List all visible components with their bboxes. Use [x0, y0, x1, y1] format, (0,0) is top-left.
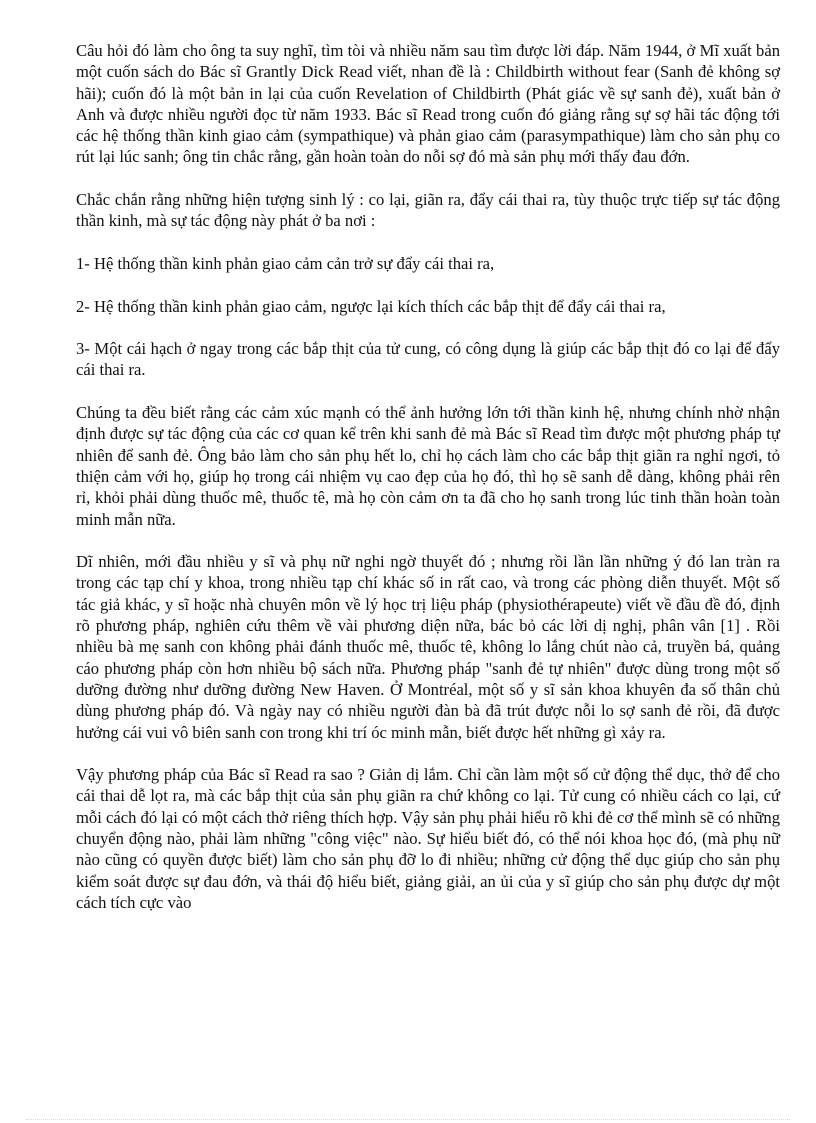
paragraph-spread-of-method: Dĩ nhiên, mới đầu nhiều y sĩ và phụ nữ nghi ngờ thuyết đó ; nhưng rồi lần lần những ý đó lan tràn ra trong các tạp chí y khoa, trong nhiều tạp chí khác số in rất cao, và trong các phòng diễn thuyết. Một số tác giả khác, y sĩ hoặc nhà chuyên môn về lý học trị liệu pháp (physiothérapeute) viết về đầu đề đó, định rõ phương pháp, nghiên cứu thêm về vài phương diện nữa, bác bỏ các lời dị nghị, phân vân [1] . Rồi nhiều bà mẹ sanh con không phải đánh thuốc mê, thuốc tê, không lo lắng chút nào cả, truyền bá, quảng cáo phương pháp còn hơn nhiều bộ sách nữa. Phương pháp "sanh đẻ tự nhiên" được dùng trong một số dưỡng đường như dưỡng đường New Haven. Ở Montréal, một số y sĩ sản khoa khuyên đa số thân chủ dùng phương pháp đó. Và ngày nay có nhiều người đàn bà đã trút được nỗi lo sợ sanh đẻ rồi, đã được hưởng cái vui vô biên sanh con trong khi trí óc minh mẫn, biết được hết những gì xảy ra. — [76, 552, 780, 742]
paragraph-method-description: Vậy phương pháp của Bác sĩ Read ra sao ? Giản dị lắm. Chỉ cần làm một số cử động thể dục, thở để cho cái thai dễ lọt ra, mà các bắp thịt của sản phụ giãn ra chứ không co lại. Tử cung có nhiều cách co lại, cứ mỗi cách đó lại có một cách thở riêng thích hợp. Vậy sản phụ phải hiểu rõ khi đẻ cơ thể mình sẽ có những chuyển động nào, phải làm những "công việc" nào. Sự hiểu biết đó, có thể nói khoa học đó, (mà phụ nữ nào cũng có quyền được biết) làm cho sản phụ đỡ lo đi nhiều; những cử động thể dục giúp cho sản phụ kiểm soát được sự đau đớn, và thái độ hiểu biết, giảng giải, an ủi của y sĩ giúp cho sản phụ được dự một cách tích cực vào — [76, 765, 780, 912]
list-item-2: 2- Hệ thống thần kinh phản giao cảm, ngược lại kích thích các bắp thịt để đẩy cái thai ra, — [76, 296, 666, 316]
paragraph-nervous-action: Chắc chắn rằng những hiện tượng sinh lý : co lại, giãn ra, đẩy cái thai ra, tùy thuộc trực tiếp sự tác động thần kinh, mà sự tác động này phát ở ba nơi : — [76, 190, 780, 231]
page-bottom-divider — [26, 1119, 790, 1120]
document-body — [76, 40, 780, 913]
paragraph-natural-method: Chúng ta đều biết rằng các cảm xúc mạnh có thể ảnh hưởng lớn tới thần kinh hệ, nhưng chính nhờ nhận định được sự tác động của các cơ quan kể trên khi sanh đẻ mà Bác sĩ Read tìm được một phương pháp tự nhiên để sanh đẻ. Ông bảo làm cho sản phụ hết lo, chỉ họ cách làm cho các bắp thịt giãn ra nghỉ ngơi, tỏ thiện cảm với họ, giúp họ trong cái nhiệm vụ cao đẹp của họ đó, thì họ sẽ sanh dễ dàng, không phải rên rỉ, khỏi phải dùng thuốc mê, thuốc tê, mà họ còn cảm ơn ta đã cho họ sanh trong lúc tinh thần hoàn toàn minh mẫn nữa. — [76, 403, 780, 529]
list-item-1: 1- Hệ thống thần kinh phản giao cảm cản trở sự đẩy cái thai ra, — [76, 253, 495, 273]
paragraph-read-background: Câu hỏi đó làm cho ông ta suy nghĩ, tìm tòi và nhiều năm sau tìm được lời đáp. Năm 1944, ở Mĩ xuất bản một cuốn sách do Bác sĩ Grantly Dick Read viết, nhan đề là : Childbirth without fear (Sanh đẻ không sợ hãi); cuốn đó là một bản in lại của cuốn Revelation of Childbirth (Phát giác về sự sanh đẻ), xuất bản ở Anh và được nhiều người đọc từ năm 1933. Bác sĩ Read trong cuốn đó giảng rằng sự sợ hãi tác động tới các hệ thống thần kinh giao cảm (sympathique) và phản giao cảm (parasympathique) làm cho sản phụ co rút lại lúc sanh; ông tin chắc rằng, gần hoàn toàn do nỗi sợ đó mà sản phụ mới thấy đau đớn. — [76, 41, 780, 167]
list-item-3: 3- Một cái hạch ở ngay trong các bắp thịt của tử cung, có công dụng là giúp các bắp thịt đó co lại để đẩy cái thai ra. — [76, 339, 780, 380]
